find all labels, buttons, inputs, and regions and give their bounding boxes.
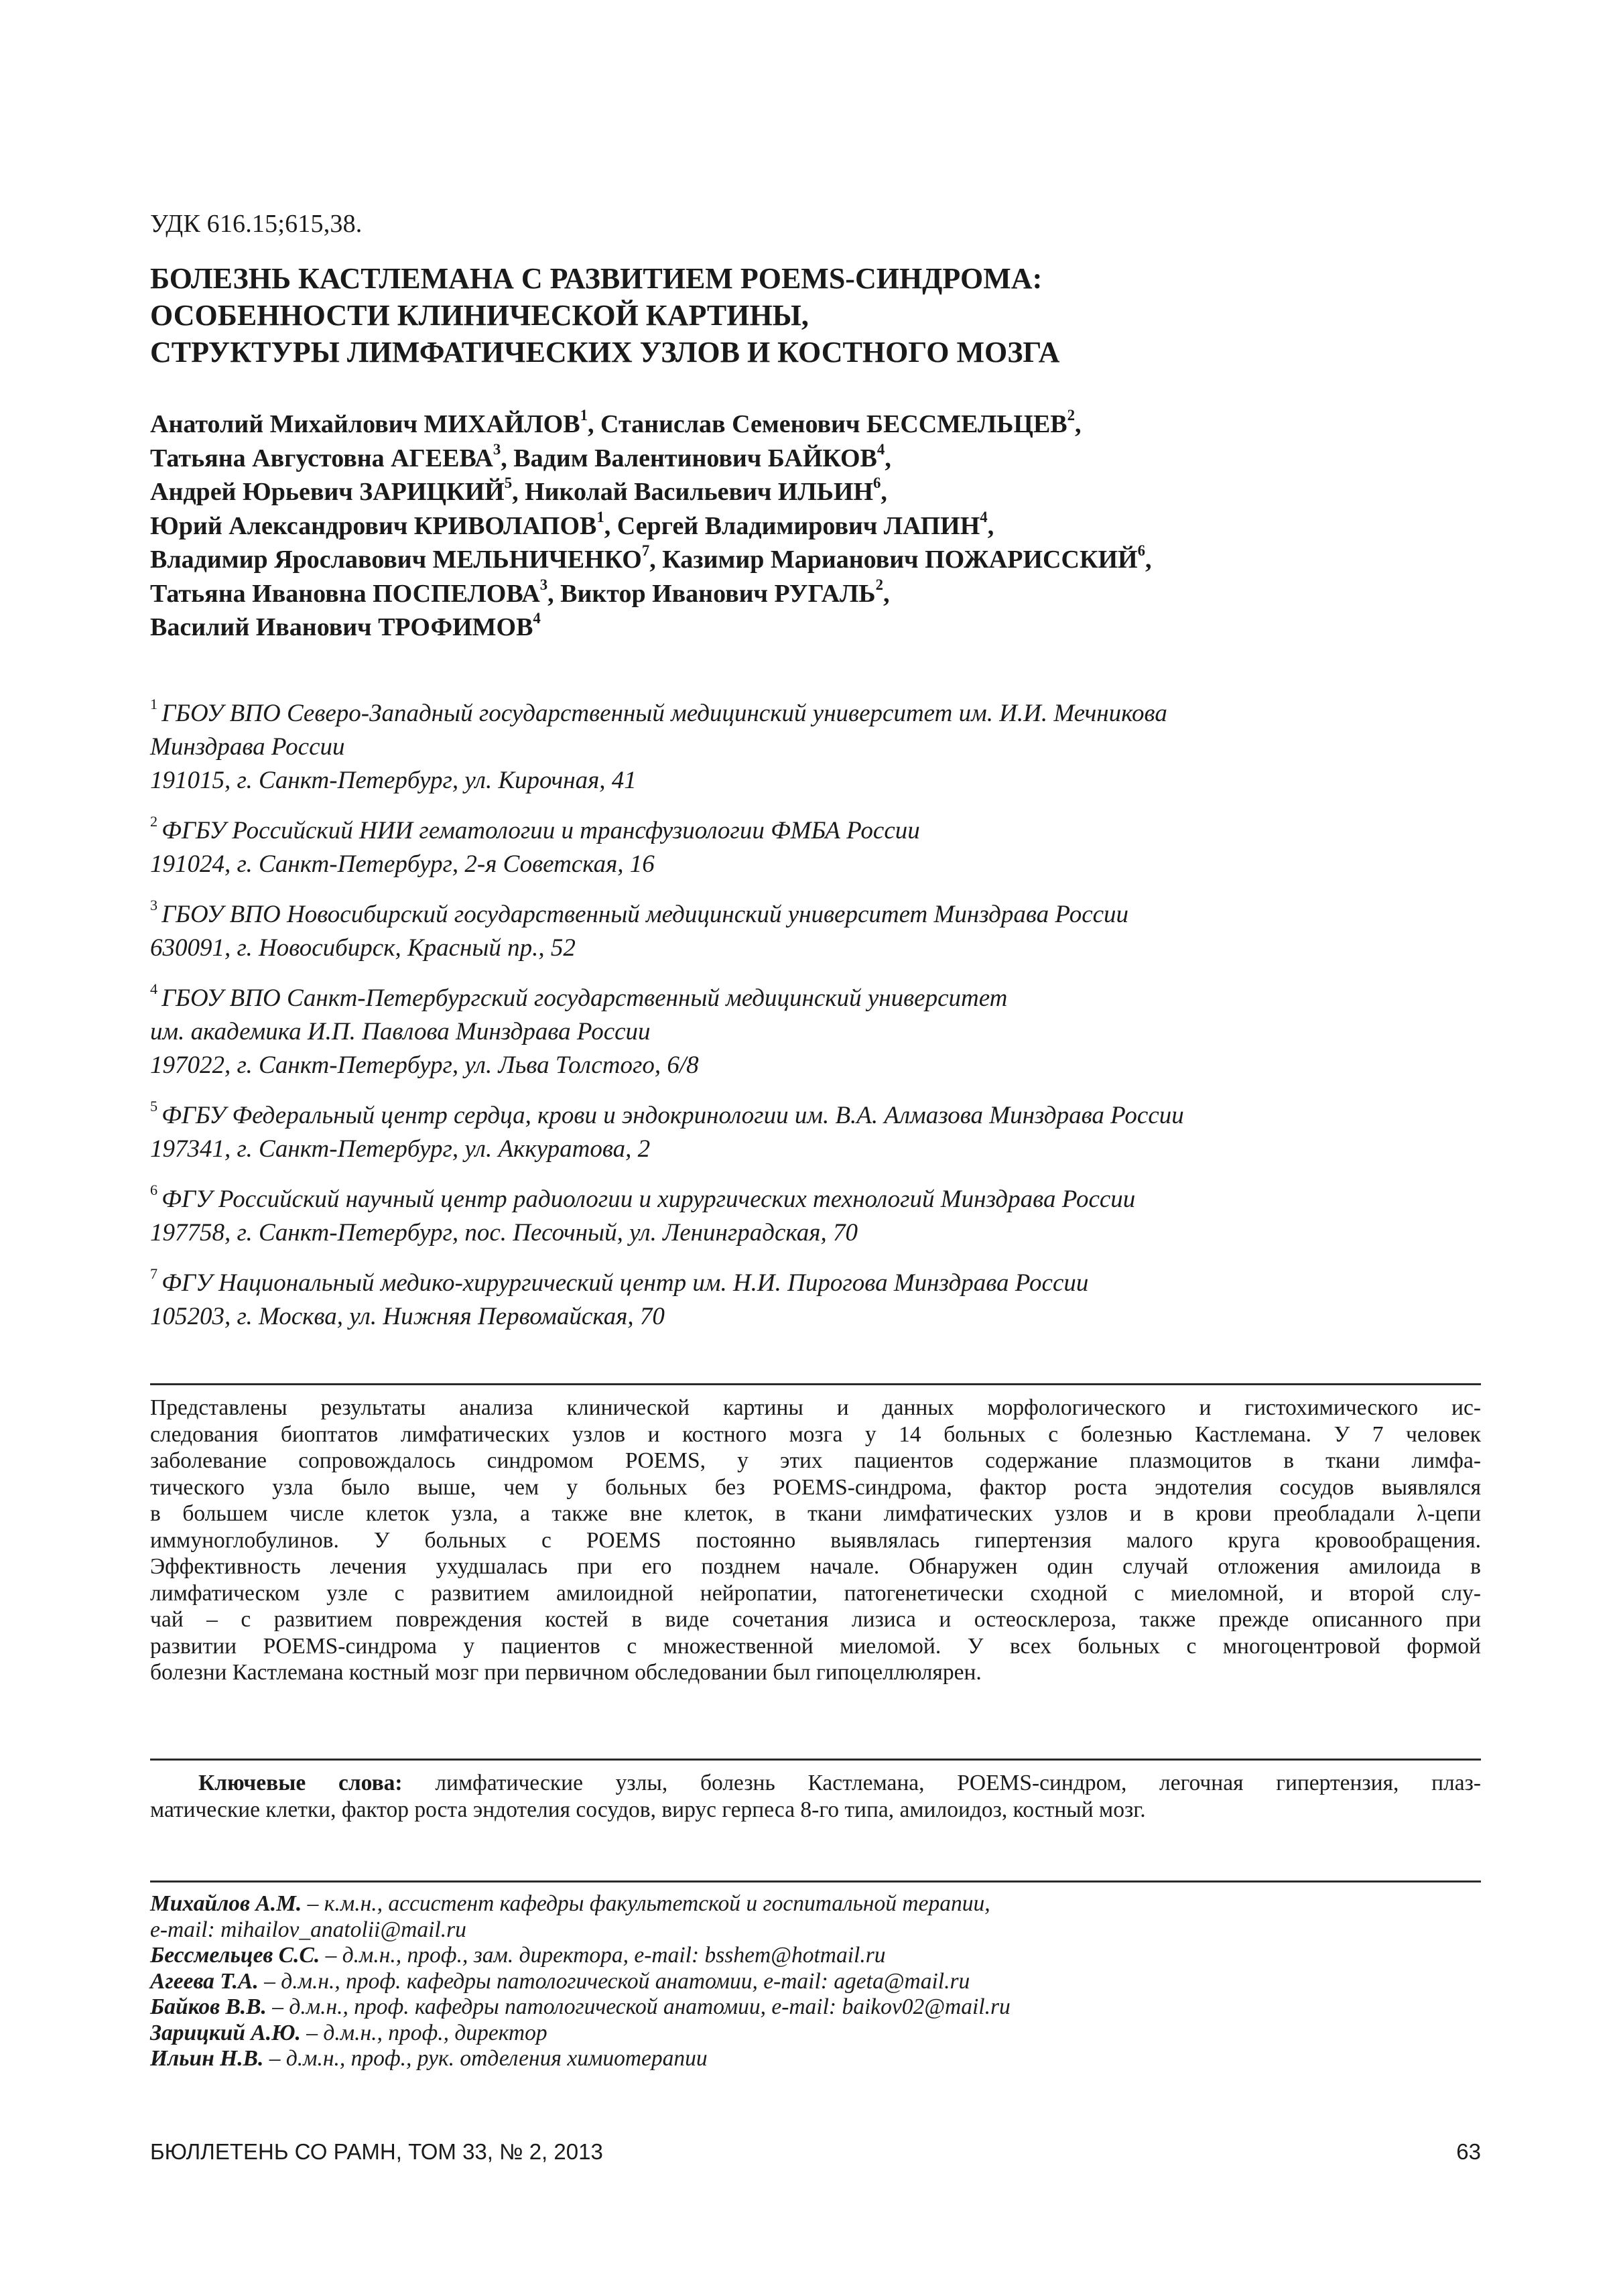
- affiliation-list: [150, 697, 1184, 1350]
- author-name: Владимир Ярославович МЕЛЬНИЧЕНКО: [150, 546, 642, 574]
- affiliation-text: Минздрава России: [150, 733, 345, 761]
- affiliation-ref: 4: [980, 508, 988, 525]
- author-info-text: – д.м.н., проф. кафедры патологической анатомии, e-mail: baikov02@mail.ru: [266, 1994, 1011, 2019]
- affiliation-number: 3: [150, 897, 158, 914]
- abstract-line: развитии POEMS-синдрома у пациентов с множественной миеломой. У всех больных с многоцентровой формой: [150, 1633, 1481, 1659]
- author-info-name: Бессмельцев С.С.: [150, 1943, 320, 1968]
- author-name: Василий Иванович ТРОФИМОВ: [150, 613, 533, 641]
- abstract-line: следования биоптатов лимфатических узлов и костного мозга у 14 больных с болезнью Кастлемана. У 7 человек: [150, 1421, 1481, 1447]
- title-line: ОСОБЕННОСТИ КЛИНИЧЕСКОЙ КАРТИНЫ,: [150, 299, 809, 332]
- affiliation-ref: 4: [533, 609, 541, 627]
- author-name: Татьяна Августовна АГЕЕВА: [150, 444, 493, 472]
- affiliation-ref: 1: [580, 406, 588, 424]
- affiliation-number: 5: [150, 1098, 158, 1115]
- author-name: Николай Васильевич ИЛЬИН: [525, 478, 873, 506]
- keywords: [150, 1770, 1481, 1823]
- page-number: 63: [1456, 2139, 1481, 2164]
- affiliation-6: [150, 1183, 1184, 1250]
- author-info: [150, 1969, 1011, 1995]
- author-name: Татьяна Ивановна ПОСПЕЛОВА: [150, 579, 540, 608]
- title-line: СТРУКТУРЫ ЛИМФАТИЧЕСКИХ УЗЛОВ И КОСТНОГО МОЗГА: [150, 336, 1060, 369]
- author-line: Владимир Ярославович МЕЛЬНИЧЕНКО$^7$, Казимир Марианович ПОЖАРИССКИЙ$^6$,: [150, 541, 1152, 574]
- abstract-line: лимфатическом узле с развитием амилоидной нейропатии, патогенетически сходной с миеломной, и второй слу-: [150, 1580, 1481, 1606]
- keywords-line: матические клетки, фактор роста эндотелия сосудов, вирус герпеса 8-го типа, амилоидоз, костный мозг.: [150, 1797, 1146, 1822]
- affiliation-4: [150, 982, 1184, 1082]
- author-info-name: Зарицкий А.Ю.: [150, 2020, 301, 2045]
- author-line: Юрий Александрович КРИВОЛАПОВ$^1$, Сергей Владимирович ЛАПИН$^4$,: [150, 508, 994, 540]
- author-name: Сергей Владимирович ЛАПИН: [616, 511, 980, 540]
- journal-citation: БЮЛЛЕТЕНЬ СО РАМН, ТОМ 33, № 2, 2013: [150, 2139, 603, 2164]
- affiliation-ref: 3: [539, 576, 548, 593]
- divider-rule: [150, 1759, 1481, 1761]
- keywords-label: Ключевые слова:: [198, 1771, 403, 1795]
- author-line: Татьяна Августовна АГЕЕВА$^3$, Вадим Валентинович БАЙКОВ$^4$,: [150, 440, 891, 472]
- title-line: БОЛЕЗНЬ КАСТЛЕМАНА С РАЗВИТИЕМ POEMS-СИНДРОМА:: [150, 262, 1043, 295]
- author-info: [150, 2046, 1011, 2072]
- affiliation-ref: 4: [877, 440, 885, 458]
- abstract-line: чай – с развитием повреждения костей в виде сочетания лизиса и остеосклероза, также прежде описанного при: [150, 1607, 1481, 1632]
- abstract-line: в большем числе клеток узла, а также вне клеток, в ткани лимфатических узлов и в крови преобладали λ-цепи: [150, 1501, 1481, 1526]
- affiliation-5: [150, 1099, 1184, 1166]
- affiliation-ref: 7: [641, 541, 650, 559]
- affiliation-ref: 5: [504, 474, 513, 491]
- author-name: Казимир Марианович ПОЖАРИССКИЙ: [662, 546, 1138, 574]
- author-info-name: Михайлов А.М.: [150, 1891, 302, 1916]
- author-name: Анатолий Михайлович МИХАЙЛОВ: [150, 410, 580, 438]
- affiliation-address: 630091, г. Новосибирск, Красный пр., 52: [150, 934, 576, 962]
- keywords-line: [150, 1770, 1481, 1797]
- author-info: [150, 1994, 1011, 2021]
- affiliation-number: 2: [150, 813, 158, 830]
- affiliation-number: 7: [150, 1265, 158, 1283]
- author-info-name: Агеева Т.А.: [150, 1968, 259, 1994]
- affiliation-3: [150, 898, 1184, 965]
- author-info-text: – к.м.н., ассистент кафедры факультетской и госпитальной терапии,: [302, 1891, 990, 1916]
- author-name: Вадим Валентинович БАЙКОВ: [513, 444, 877, 472]
- affiliation-address: 197022, г. Санкт-Петербург, ул. Льва Толстого, 6/8: [150, 1051, 699, 1079]
- author-info: [150, 1891, 1011, 1917]
- affiliation-7: [150, 1267, 1184, 1334]
- abstract-line: заболевание сопровождалось синдромом POEMS, у этих пациентов содержание плазмоцитов в ткани лимфа-: [150, 1448, 1481, 1473]
- abstract-line: иммуноглобулинов. У больных с POEMS постоянно выявлялась гипертензия малого круга кровообращения.: [150, 1527, 1481, 1553]
- affiliation-1: [150, 697, 1184, 798]
- author-name: Виктор Иванович РУГАЛЬ: [560, 579, 876, 608]
- author-info-text: – д.м.н., проф., директор: [300, 2020, 547, 2045]
- author-list: [150, 407, 1151, 645]
- abstract-line: Представлены результаты анализа клинической картины и данных морфологического и гистохимического ис-: [150, 1395, 1481, 1420]
- affiliation-text: ФГБУ Российский НИИ гематологии и трансфузиологии ФМБА России: [161, 817, 920, 844]
- affiliation-ref: 2: [1067, 406, 1076, 424]
- author-line: [150, 611, 1151, 645]
- affiliation-address: 105203, г. Москва, ул. Нижняя Первомайская, 70: [150, 1303, 665, 1330]
- affiliation-2: [150, 814, 1184, 881]
- affiliation-text: ФГБУ Федеральный центр сердца, крови и эндокринологии им. В.А. Алмазова Минздрава России: [161, 1102, 1184, 1129]
- author-line: Анатолий Михайлович МИХАЙЛОВ$^1$, Станислав Семенович БЕССМЕЛЬЦЕВ$^2$,: [150, 406, 1082, 438]
- affiliation-text: ГБОУ ВПО Северо-Западный государственный медицинский университет им. И.И. Мечникова: [161, 700, 1167, 727]
- author-info-name: Байков В.В.: [150, 1994, 267, 2019]
- abstract: [150, 1395, 1481, 1686]
- affiliation-text: им. академика И.П. Павлова Минздрава России: [150, 1018, 651, 1045]
- author-info-text: – д.м.н., проф., зам. директора, e-mail: bsshem@hotmail.ru: [320, 1943, 886, 1968]
- affiliation-address: 197341, г. Санкт-Петербург, ул. Аккуратова, 2: [150, 1135, 651, 1163]
- author-info-text: – д.м.н., проф. кафедры патологической анатомии, e-mail: ageta@mail.ru: [258, 1968, 970, 1994]
- affiliation-number: 6: [150, 1182, 158, 1199]
- affiliation-address: 197758, г. Санкт-Петербург, пос. Песочный, ул. Ленинградская, 70: [150, 1219, 858, 1247]
- affiliation-ref: 1: [596, 508, 604, 525]
- author-info-list: [150, 1891, 1011, 2072]
- udk-code: УДК 616.15;615,38.: [150, 210, 363, 238]
- affiliation-ref: 2: [875, 576, 883, 593]
- author-info: [150, 1943, 1011, 1969]
- author-info-email: e-mail: mihailov_anatolii@mail.ru: [150, 1917, 466, 1942]
- author-name: Станислав Семенович БЕССМЕЛЬЦЕВ: [600, 410, 1067, 438]
- affiliation-ref: 3: [493, 440, 501, 458]
- author-info-name: Ильин Н.В.: [150, 2046, 264, 2071]
- author-line: Андрей Юрьевич ЗАРИЦКИЙ$^5$, Николай Васильевич ИЛЬИН$^6$,: [150, 474, 887, 506]
- author-info: [150, 2021, 1011, 2047]
- affiliation-number: 4: [150, 980, 158, 998]
- article-title: [150, 260, 1059, 371]
- author-name: Юрий Александрович КРИВОЛАПОВ: [150, 511, 597, 540]
- divider-rule: [150, 1383, 1481, 1385]
- abstract-line: тического узла было выше, чем у больных без POEMS-синдрома, фактор роста эндотелия сосудов выявлялся: [150, 1474, 1481, 1500]
- affiliation-text: ГБОУ ВПО Санкт-Петербургский государственный медицинский университет: [161, 984, 1008, 1012]
- affiliation-address: 191015, г. Санкт-Петербург, ул. Кирочная, 41: [150, 767, 637, 794]
- author-info-text: – д.м.н., проф., рук. отделения химиотерапии: [263, 2046, 708, 2071]
- affiliation-text: ФГУ Национальный медико-хирургический центр им. Н.И. Пирогова Минздрава России: [161, 1269, 1089, 1297]
- divider-rule: [150, 1880, 1481, 1883]
- affiliation-ref: 6: [873, 474, 881, 491]
- author-line: Татьяна Ивановна ПОСПЕЛОВА$^3$, Виктор Иванович РУГАЛЬ$^2$,: [150, 576, 890, 608]
- affiliation-text: ГБОУ ВПО Новосибирский государственный медицинский университет Минздрава России: [161, 901, 1129, 928]
- author-name: Андрей Юрьевич ЗАРИЦКИЙ: [150, 478, 505, 506]
- keywords-text: лимфатические узлы, болезнь Кастлемана, POEMS-синдром, легочная гипертензия, плаз-: [402, 1771, 1481, 1795]
- affiliation-ref: 6: [1137, 541, 1145, 559]
- abstract-line: Эффективность лечения ухудшалась при его позднем начале. Обнаружен один случай отложения амилоида в: [150, 1554, 1481, 1579]
- abstract-line: болезни Кастлемана костный мозг при первичном обследовании был гипоцеллюлярен.: [150, 1660, 982, 1685]
- affiliation-text: ФГУ Российский научный центр радиологии и хирургических технологий Минздрава России: [161, 1186, 1136, 1213]
- affiliation-address: 191024, г. Санкт-Петербург, 2-я Советская, 16: [150, 850, 655, 878]
- affiliation-number: 1: [150, 696, 158, 713]
